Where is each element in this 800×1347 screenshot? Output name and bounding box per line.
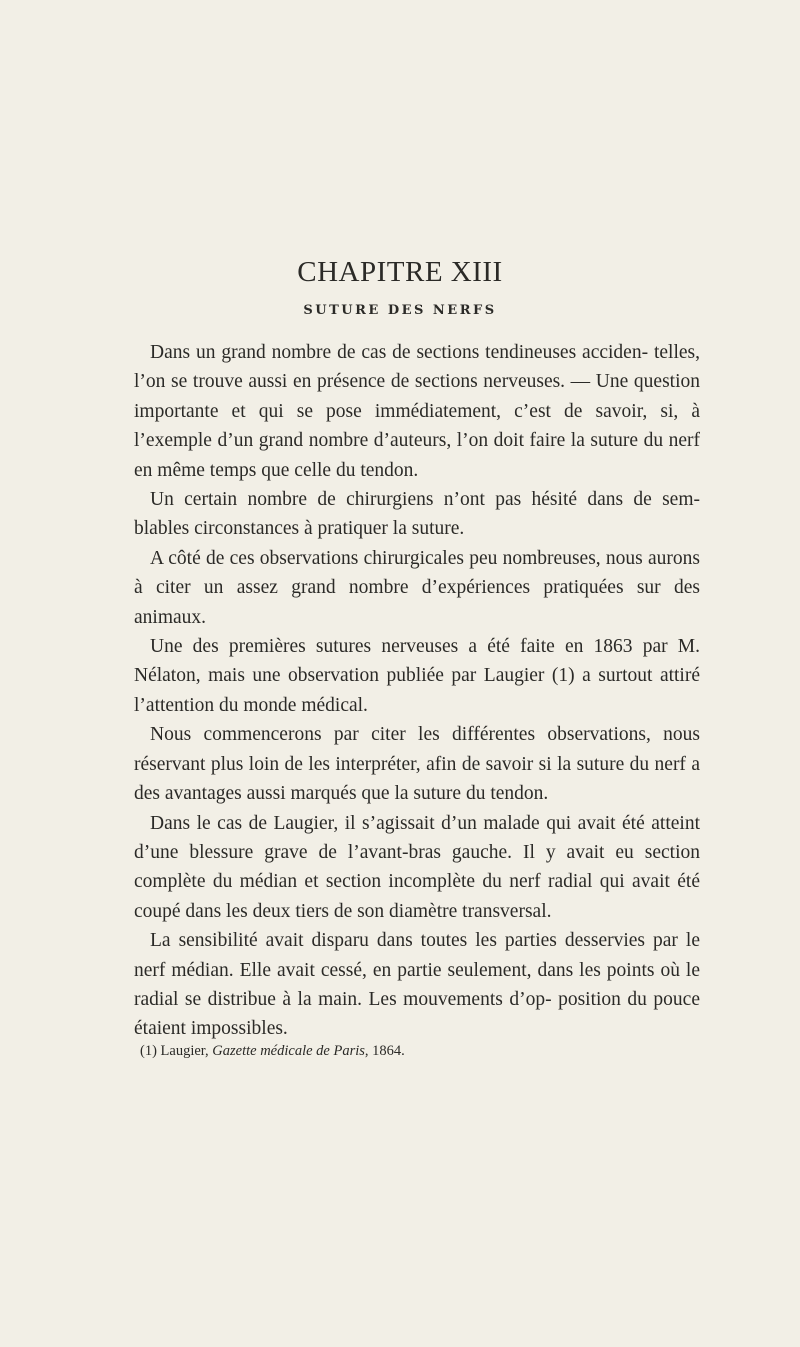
- paragraph: Dans le cas de Laugier, il s’agissait d’un malade qui avait été atteint d’une blessure grave de l’avant-bras gauche. Il y avait eu section complète du médian et section incomplète du nerf radial qui avait été coupé dans les deux tiers de son diamètre transversal.: [134, 812, 700, 922]
- footnote-source: Gazette médicale de Paris: [212, 1043, 365, 1059]
- body-text: [134, 338, 700, 1044]
- footnote-author: (1) Laugier,: [140, 1043, 213, 1059]
- paragraph: Dans un grand nombre de cas de sections tendineuses acciden- telles, l’on se trouve aussi en présence de sections nerveuses. — Une question importante et qui se pose immédiatement, c’est de savoir, si, à l’exemple d’un grand nombre d’auteurs, l’on doit faire la suture du nerf en même temps que celle du tendon.: [134, 342, 700, 481]
- paragraph: A côté de ces observations chirurgicales peu nombreuses, nous aurons à citer un assez grand nombre d’expériences pratiquées sur des animaux.: [134, 547, 700, 628]
- paragraph: Une des premières sutures nerveuses a été faite en 1863 par M. Nélaton, mais une observation publiée par Laugier (1) a surtout attiré l’attention du monde médical.: [134, 636, 700, 716]
- paragraph: La sensibilité avait disparu dans toutes les parties desservies par le nerf médian. Elle avait cessé, en partie seulement, dans les points où le radial se distribue à la main. Les mouvements d’op- position du pouce étaient impossibles.: [134, 930, 700, 1040]
- paragraph: Nous commencerons par citer les différentes observations, nous réservant plus loin de les interpréter, afin de savoir si la suture du nerf a des avantages aussi marqués que la suture du tendon.: [134, 724, 700, 805]
- footnote-year: , 1864.: [364, 1043, 405, 1059]
- section-title: SUTURE DES NERFS: [303, 303, 497, 318]
- paragraph: Un certain nombre de chirurgiens n’ont pas hésité dans de sem- blables circonstances à pratiquer la suture.: [134, 489, 700, 540]
- footnote: [140, 1043, 700, 1060]
- chapter-title: CHAPITRE XIII: [297, 256, 503, 288]
